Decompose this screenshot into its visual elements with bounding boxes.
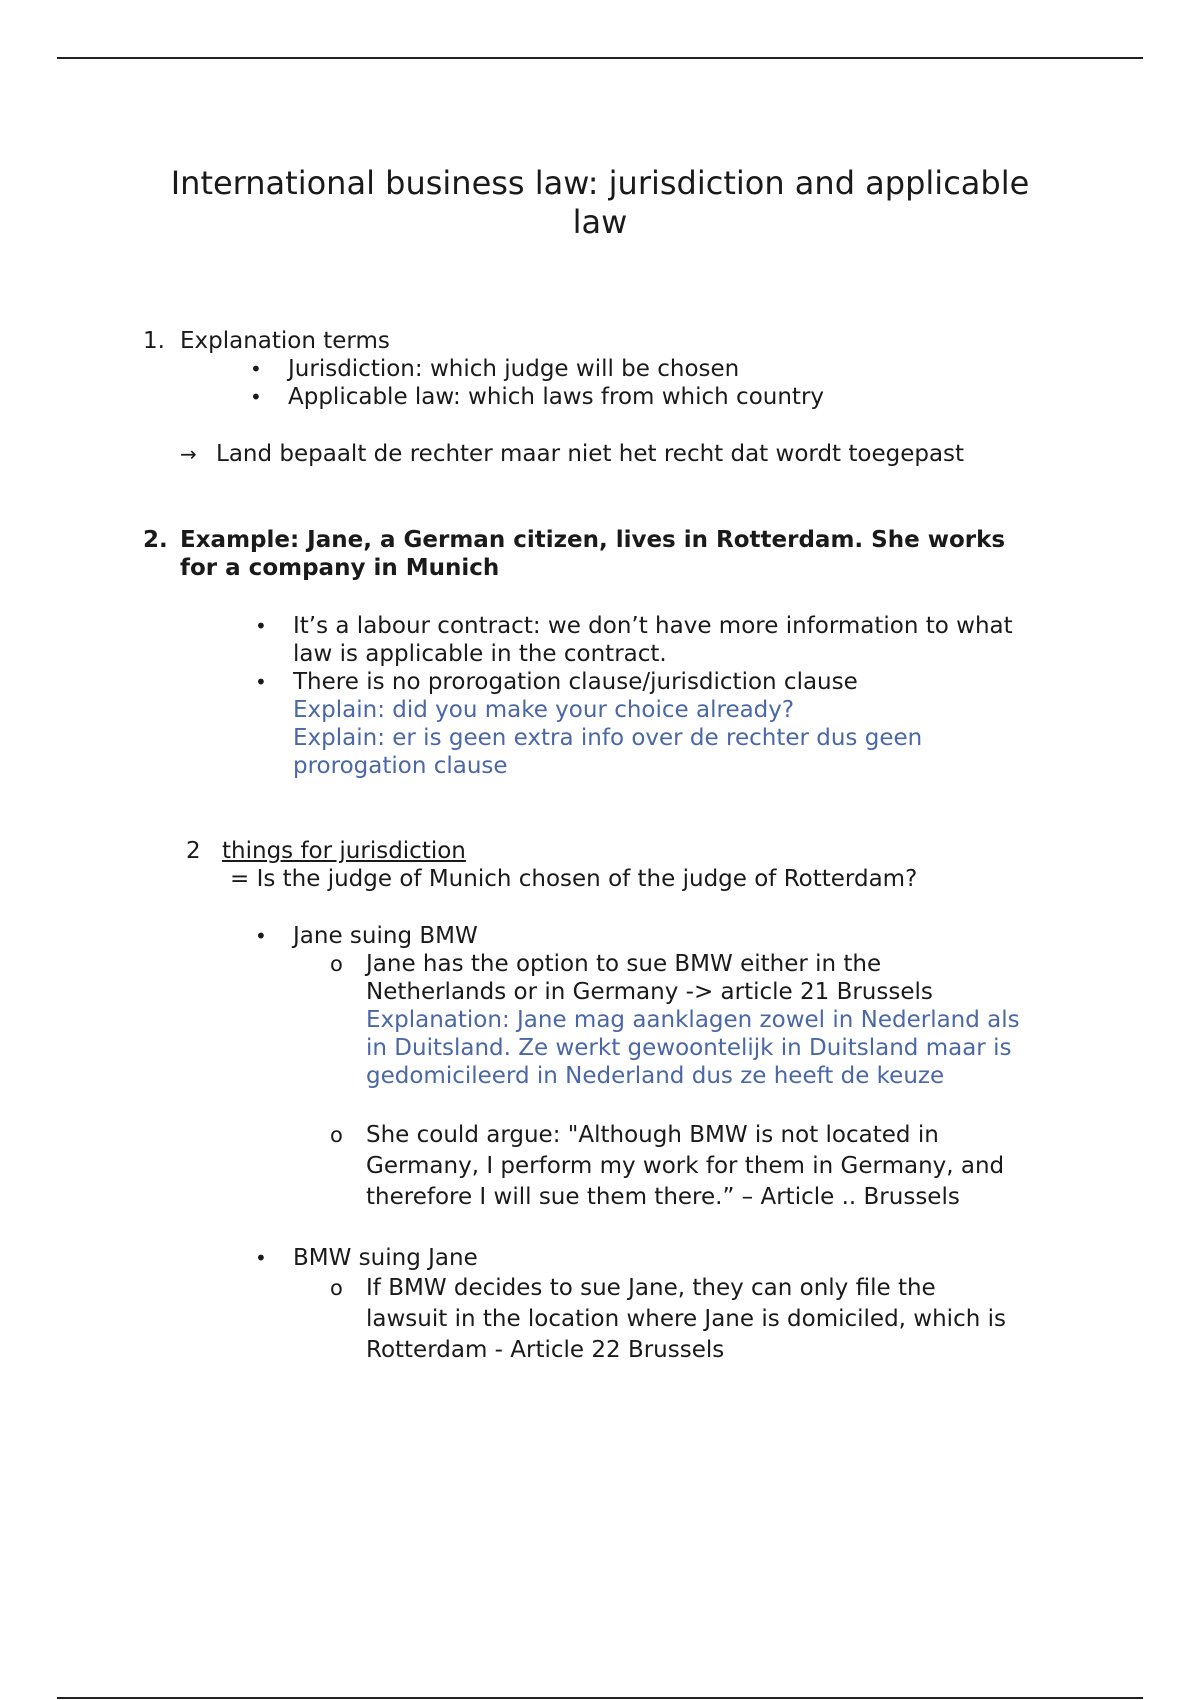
section-3-number: 2 <box>186 838 201 864</box>
list-item-line: law is applicable in the contract. <box>293 641 667 667</box>
jane-suing-label: Jane suing BMW <box>293 923 478 949</box>
sub-item-line: Jane has the option to sue BMW either in the <box>366 951 882 977</box>
sub-item-line: She could argue: "Although BMW is not located in <box>366 1122 939 1148</box>
sub-bullet-marker: o <box>330 1276 343 1300</box>
bullet-marker: • <box>255 670 267 694</box>
arrow-note: Land bepaalt de rechter maar niet het recht dat wordt toegepast <box>216 441 965 467</box>
bullet-marker: • <box>255 924 267 948</box>
section-1-number: 1. <box>143 328 165 354</box>
sub-item-line: If BMW decides to sue Jane, they can only file the <box>366 1275 936 1301</box>
bullet-marker: • <box>255 1246 267 1270</box>
section-3-subheading: = Is the judge of Munich chosen of the judge of Rotterdam? <box>230 866 918 892</box>
sub-item-line: Netherlands or in Germany -> article 21 Brussels <box>366 979 933 1005</box>
section-1-heading: Explanation terms <box>180 328 390 354</box>
section-3-heading: things for jurisdiction <box>222 838 466 864</box>
sub-item-line: Germany, I perform my work for them in Germany, and <box>366 1153 1005 1179</box>
page-title: International business law: jurisdiction and applicable law <box>170 164 1030 241</box>
list-item-line: It’s a labour contract: we don’t have more information to what <box>293 613 1013 639</box>
bmw-suing-label: BMW suing Jane <box>293 1245 478 1271</box>
explanation-note: Explanation: Jane mag aanklagen zowel in Nederland als <box>366 1007 1020 1033</box>
list-item: Applicable law: which laws from which country <box>288 384 825 410</box>
list-item-line: There is no prorogation clause/jurisdiction clause <box>293 669 858 695</box>
sub-bullet-marker: o <box>330 1123 343 1147</box>
explanation-note: gedomicileerd in Nederland dus ze heeft de keuze <box>366 1063 945 1089</box>
explanation-note: in Duitsland. Ze werkt gewoontelijk in Duitsland maar is <box>366 1035 1012 1061</box>
sub-bullet-marker: o <box>330 952 343 976</box>
bullet-marker: • <box>250 357 262 381</box>
explain-note: Explain: did you make your choice already? <box>293 697 795 723</box>
top-rule <box>57 57 1143 59</box>
arrow-icon: → <box>180 442 197 466</box>
explain-note: prorogation clause <box>293 753 508 779</box>
bottom-rule <box>57 1697 1143 1699</box>
sub-item-line: therefore I will sue them there.” – Article .. Brussels <box>366 1184 960 1210</box>
section-2-heading-line1: Example: Jane, a German citizen, lives in Rotterdam. She works <box>180 527 1006 553</box>
bullet-marker: • <box>255 614 267 638</box>
section-2-heading-line2: for a company in Munich <box>180 555 500 581</box>
explain-note: Explain: er is geen extra info over de rechter dus geen <box>293 725 923 751</box>
list-item: Jurisdiction: which judge will be chosen <box>288 356 740 382</box>
section-2-number: 2. <box>143 527 168 553</box>
bullet-marker: • <box>250 385 262 409</box>
sub-item-line: lawsuit in the location where Jane is domiciled, which is <box>366 1306 1006 1332</box>
sub-item-line: Rotterdam - Article 22 Brussels <box>366 1337 725 1363</box>
